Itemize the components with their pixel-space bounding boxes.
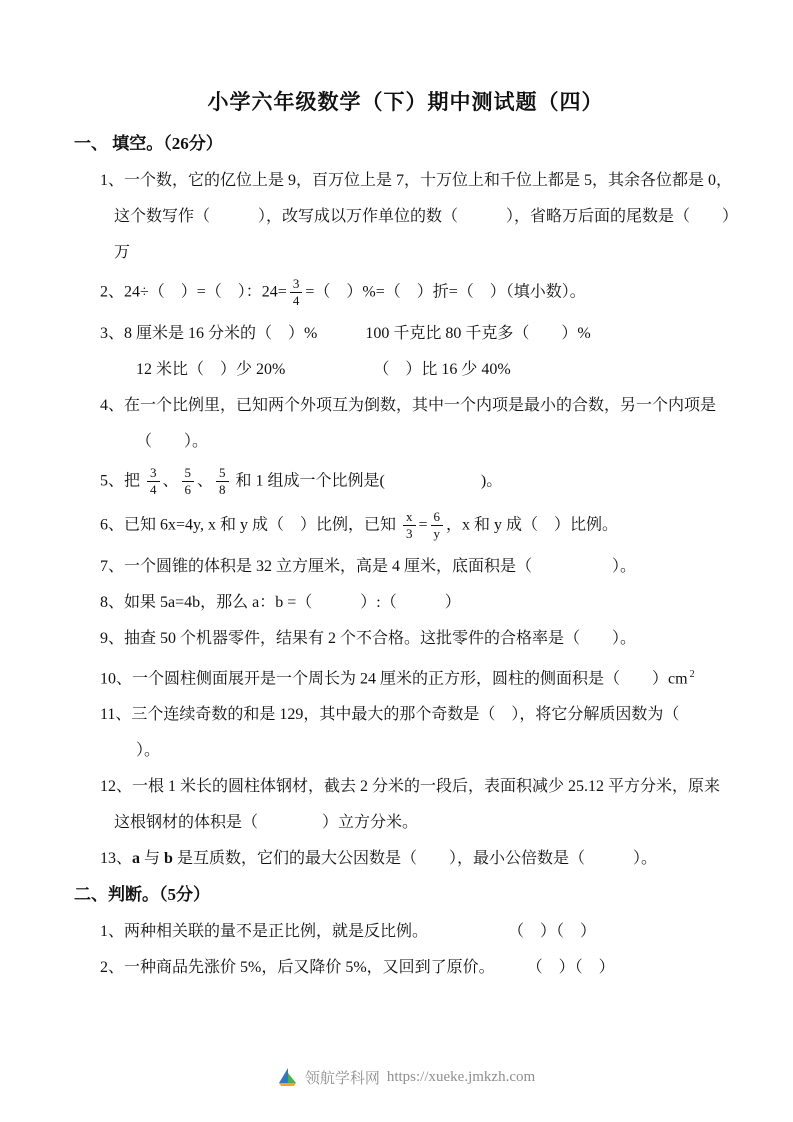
question-line: 9、抽查 50 个机器零件，结果有 2 个不合格。这批零件的合格率是（ ）。	[100, 629, 637, 647]
question-line: ）。	[136, 742, 161, 760]
question-line: 12、一根 1 米长的圆柱体钢材，截去 2 分米的一段后，表面积减少 25.12 平方分米，原来	[100, 778, 721, 796]
section-heading: 二、判断。（5分）	[74, 885, 210, 905]
question-line: 6、已知 6x=4y, x 和 y 成（ ）比例，已知 $\frac{x}{3}$ = $\frac{6}{y}$ ，x 和 y 成（ ）比例。	[100, 509, 619, 542]
question-line: 12 米比（ ）少 20% （ ）比 16 少 40%	[136, 360, 511, 378]
page-title: 小学六年级数学（下）期中测试题（四）	[207, 90, 604, 114]
question-line: 这根钢材的体积是（ ）立方分米。	[114, 814, 419, 832]
site-logo-icon	[276, 1066, 298, 1088]
question-line: 5、把 $\frac{3}{4}$ 、 $\frac{5}{6}$ 、 $\frac{5}{8}$ 和 1 组成一个比例是( )。	[100, 464, 503, 497]
question-line: 4、在一个比例里，已知两个外项互为倒数，其中一个内项是最小的合数，另一个内项是	[100, 396, 717, 414]
test-body	[74, 132, 737, 992]
fraction: $\frac{x}{3}$	[403, 510, 416, 542]
question-line: 13、a 与 b 是互质数，它们的最大公因数是（ ），最小公倍数是（ ）。	[100, 850, 657, 868]
question-line: 1、两种相关联的量不是正比例，就是反比例。 （ ）（ ）	[100, 923, 597, 941]
footer	[74, 1066, 737, 1088]
fraction: $\frac{5}{6}$	[182, 466, 195, 498]
question-line: 11、三个连续奇数的和是 129，其中最大的那个奇数是（ ），将它分解质因数为（	[100, 706, 680, 724]
fraction: $\frac{6}{y}$	[431, 510, 444, 542]
fraction: $\frac{3}{4}$	[290, 277, 303, 309]
section-heading: 一、 填空。（26分）	[74, 134, 223, 153]
question-line: 1、一个数，它的亿位上是 9，百万位上是 7，十万位上和千位上都是 5，其余各位都是 0，	[100, 172, 733, 189]
question-line: 3、8 厘米是 16 分米的（ ）% 100 千克比 80 千克多（ ）%	[100, 324, 591, 342]
question-line: 2、一种商品先涨价 5%，后又降价 5%，又回到了原价。 （ ）（ ）	[100, 959, 615, 977]
question-line: （ ）。	[136, 432, 209, 450]
question-line: 这个数写作（ ），改写成以万作单位的数（ ），省略万后面的尾数是（ ）	[114, 208, 739, 225]
fraction: $\frac{5}{8}$	[216, 466, 229, 498]
footer-site-name: 领航学科网	[304, 1070, 380, 1087]
footer-url: https://xueke.jmkzh.com	[386, 1068, 536, 1085]
question-line: 8、如果 5a=4b，那么 a：b =（ ）:（ ）	[100, 593, 461, 611]
question-line: 2、24÷（ ）=（ ）：24= $\frac{3}{4}$ =（ ）%=（ ）折=（ ）（填小数）。	[100, 276, 586, 309]
question-line: 10、一个圆柱侧面展开是一个周长为 24 厘米的正方形，圆柱的侧面积是（ ）cm $^2$	[100, 668, 695, 688]
question-line: 7、一个圆锥的体积是 32 立方厘米，高是 4 厘米，底面积是（ ）。	[100, 557, 637, 575]
fraction: $\frac{3}{4}$	[147, 466, 160, 498]
question-line: 万	[114, 244, 131, 261]
